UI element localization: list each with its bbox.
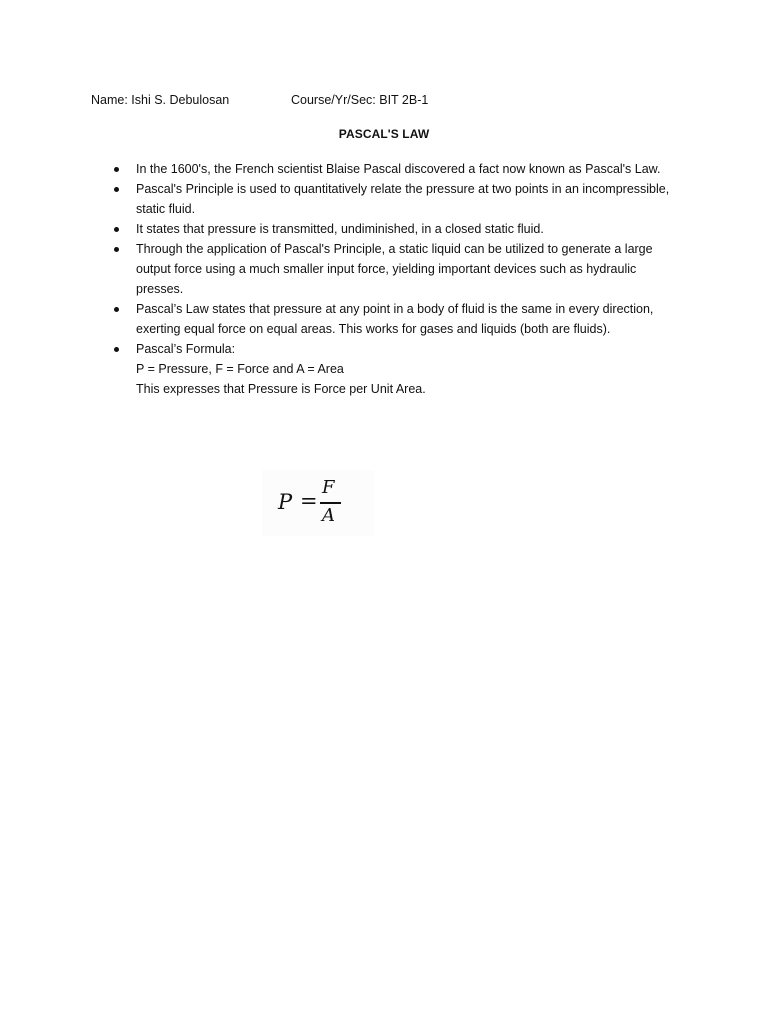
list-item (112, 299, 692, 339)
formula-equals-sign: = (300, 489, 318, 513)
list-item-text: exerting equal force on equal areas. This works for gases and liquids (both are fluids). (136, 322, 611, 336)
bullet-list (112, 159, 692, 399)
list-item-text: P = Pressure, F = Force and A = Area (136, 362, 344, 376)
formula-denominator: A (322, 505, 335, 526)
list-item (112, 159, 692, 179)
list-item-text: Through the application of Pascal's Principle, a static liquid can be utilized to generate a large (136, 242, 653, 256)
list-item-text: presses. (136, 282, 184, 296)
student-name: Name: Ishi S. Debulosan (91, 93, 230, 107)
formula-pressure-symbol: P (278, 490, 293, 514)
formula-fraction-bar (320, 502, 341, 504)
bullet-icon (114, 247, 119, 252)
list-item-text: This expresses that Pressure is Force per Unit Area. (136, 382, 426, 396)
bullet-icon (114, 227, 119, 232)
bullet-icon (114, 307, 119, 312)
list-item (112, 239, 692, 299)
bullet-icon (114, 187, 119, 192)
bullet-icon (114, 167, 119, 172)
list-item-text: output force using a much smaller input force, yielding important devices such as hydraulic (136, 262, 637, 276)
list-item (112, 179, 692, 219)
list-item-text: In the 1600's, the French scientist Blaise Pascal discovered a fact now known as Pascal's Law. (136, 162, 661, 176)
list-item-text: static fluid. (136, 202, 196, 216)
course-section: Course/Yr/Sec: BIT 2B-1 (291, 93, 429, 107)
bullet-icon (114, 347, 119, 352)
document-title: PASCAL'S LAW (338, 127, 430, 141)
list-item-text: Pascal's Principle is used to quantitatively relate the pressure at two points in an incompressible, (136, 182, 670, 196)
list-item (112, 219, 692, 239)
pascal-formula-image (262, 470, 374, 536)
list-item-text: Pascal’s Formula: (136, 342, 236, 356)
list-item-text: Pascal’s Law states that pressure at any point in a body of fluid is the same in every direction, (136, 302, 654, 316)
formula-numerator: F (322, 477, 335, 498)
list-item-text: It states that pressure is transmitted, undiminished, in a closed static fluid. (136, 222, 544, 236)
list-item (112, 339, 692, 399)
